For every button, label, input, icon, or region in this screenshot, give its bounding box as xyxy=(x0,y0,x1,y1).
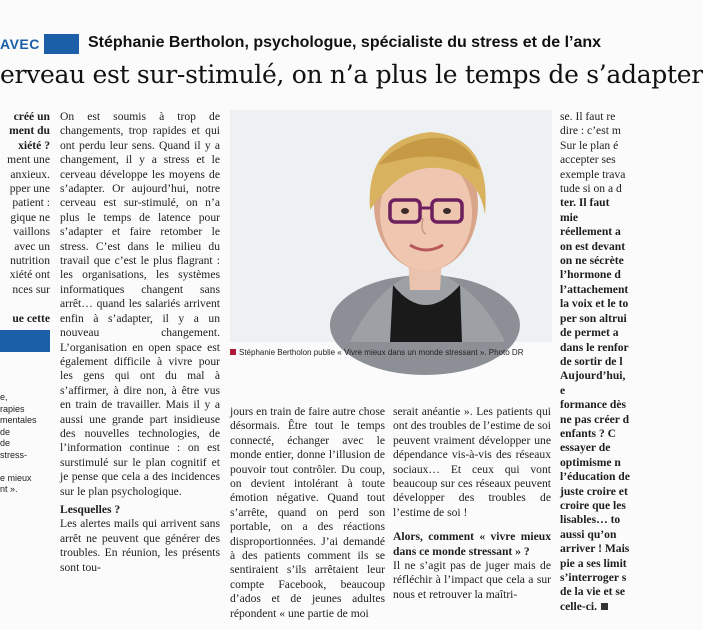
column-2 xyxy=(60,110,220,575)
paragraph: On est soumis à trop de changements, trop rapides et qui ont perdu leur sens. Quand il y a changement, il y a stress et le cerveau développe les moyens de s’adapter. Or aujourd’hui, notre cerveau est sur-stimulé, on n’a plus le temps de latence pour s’adapter et faire retomber le stress. C’est dans le milieu du travail que c’est le plus flagrant : les organisations, les systèmes informatiques changent sans arrêt… quand les salariés arrivent enfin à s’adapter, il y a un nouveau changement. L’organisation en open space est également difficile à vivre pour les gens qui ont du mal à s’affirmer, à dire non, à être vus en train de travailler. Mais il y a aussi une grande part insidieuse des nouvelles technologies, de l’information continue : on est surstimulé sur le plan cognitif et je pense que cela a des incidences sur le plan psychologique. xyxy=(60,110,220,498)
photo-caption: Stéphanie Bertholon publie « Vivre mieux dans un monde stressant ». Photo DR xyxy=(230,348,552,357)
column-3 xyxy=(230,405,385,621)
section-color-block xyxy=(44,34,79,54)
sidebar-box xyxy=(0,330,50,580)
end-marker xyxy=(601,603,608,610)
section-tag: AVEC xyxy=(0,36,40,52)
caption-marker xyxy=(230,349,236,355)
article-header xyxy=(0,34,630,56)
paragraph: serait anéantie ». Les patients qui ont des troubles de l’estime de soi peuvent vraiment développer une dépendance vis-à-vis des réseaux sociaux… Et ceux qui vont beaucoup sur ces réseaux peuvent développer des troubles de l’estime de soi ! xyxy=(393,405,551,519)
paragraph: Il ne s’agit pas de juger mais de réfléchir à l’impact que cela a sur nous et retrouver la maîtri- xyxy=(393,559,551,601)
paragraph: jours en train de faire autre chose désormais. Être tout le temps connecté, échanger avec le monde entier, donne l’illusion de pouvoir tout contrôler. Du coup, on devient intolérant à toute émotion négative. Quand tout s’arrête, quand on perd son portable, on a des réactions disproportionnées. J’ai demandé à des patients comment ils se sentiraient s’ils arrêtaient leur compte Facebook, beaucoup d’ados et de jeunes adultes répondent « une partie de moi xyxy=(230,405,385,620)
portrait-photo xyxy=(230,110,552,342)
question: Lesquelles ? xyxy=(60,502,121,516)
paragraph: Les alertes mails qui arrivent sans arrêt ne peuvent que générer des troubles. En réunion, les présents sont tou- xyxy=(60,517,220,574)
column-1: créé un ment du xiété ? ment une anxieux. pper une patient : gique ne vaillons avec un nutrition xiété ont nces sur ue cette xyxy=(7,110,50,325)
article-headline: erveau est sur-stimulé, on n’a plus le temps de s’adapter xyxy=(0,60,703,89)
column-5: se. Il faut re dire : c’est m Sur le plan é accepter ses exemple trava tude si on a d ter. Il faut mie réellement a on est devant on ne sécrète l’hormone d l’attachement la voix et le to per son altrui de permet a dans le renfor de sortir de l Aujourd’hui, e formance dès ne pas créer d enfants ? C essayer de optimisme n l’éducation de juste croire et croire que les lisables… to aussi qu’on arriver ! Mais pie a ses limit s’interroger s de la vie et se celle-ci. xyxy=(560,110,630,613)
article-subhead: Stéphanie Bertholon, psychologue, spécialiste du stress et de l’anx xyxy=(88,34,602,51)
portrait-illustration xyxy=(230,110,552,342)
sidebar-color-bar xyxy=(0,330,50,352)
sidebar-text: e, rapies mentales de de stress- e mieux nt ». xyxy=(0,392,37,494)
question: Alors, comment « vivre mieux dans ce monde stressant » ? xyxy=(393,530,551,558)
column-4 xyxy=(393,405,551,602)
